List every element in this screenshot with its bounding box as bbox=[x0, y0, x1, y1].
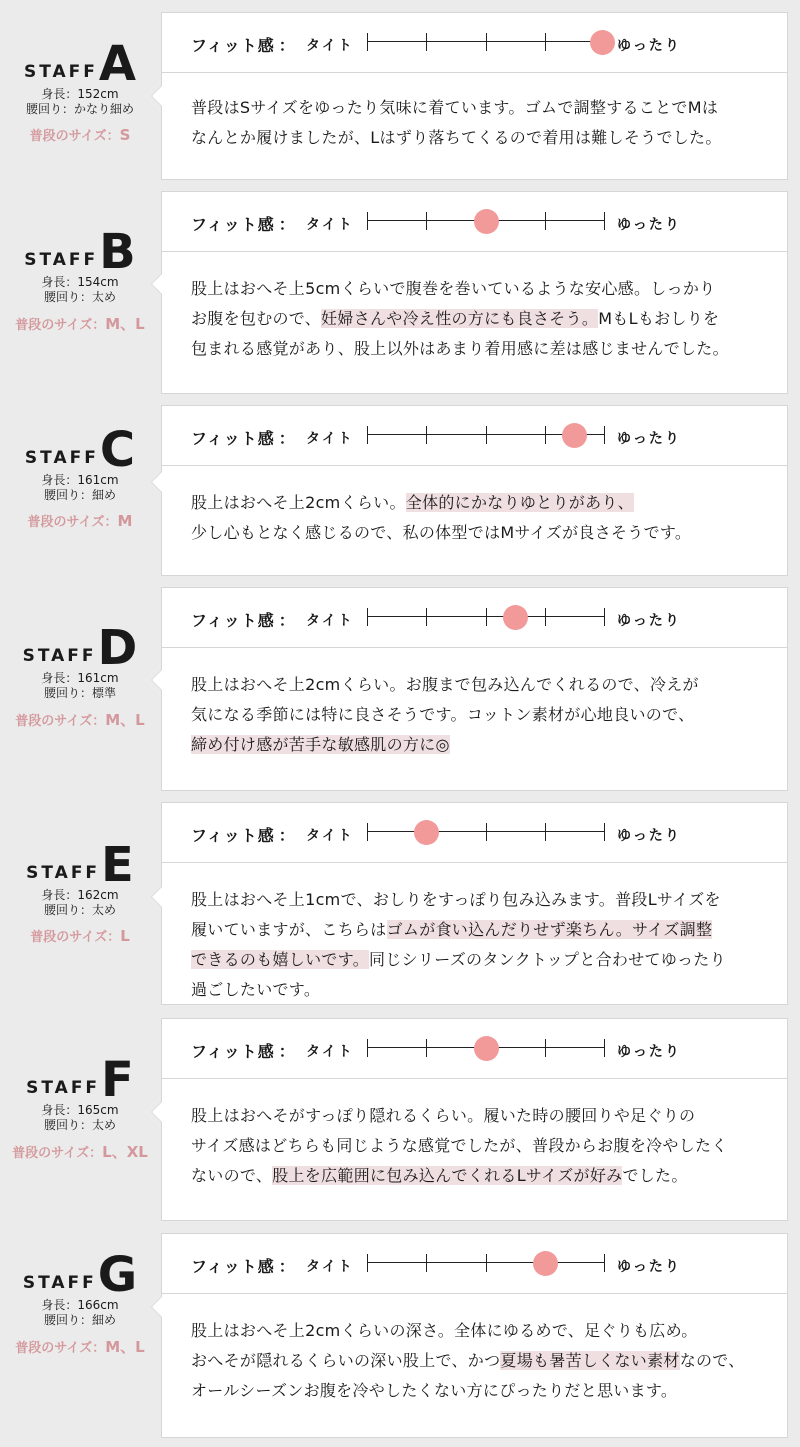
staff-letter: G bbox=[97, 1247, 138, 1303]
tight-label: タイト bbox=[306, 431, 354, 447]
review-card bbox=[161, 1018, 788, 1221]
highlighted-text: できるのも嬉しいです。 bbox=[191, 950, 370, 969]
scale-tick bbox=[367, 608, 368, 626]
fit-scale-row bbox=[162, 192, 787, 252]
comment-text: なので、 bbox=[679, 1351, 745, 1370]
fit-label-colon: ： bbox=[278, 611, 296, 630]
staff-body-info bbox=[0, 1103, 160, 1133]
fit-scale bbox=[367, 210, 605, 232]
scale-tick bbox=[367, 823, 368, 841]
comment-text: 同じシリーズのタンクトップと合わせてゆったり bbox=[369, 950, 726, 969]
staff-word: STAFF bbox=[22, 646, 97, 666]
scale-tick bbox=[426, 1039, 427, 1057]
scale-tick bbox=[545, 823, 546, 841]
scale-tick bbox=[486, 823, 487, 841]
fit-label bbox=[191, 608, 296, 631]
scale-tick bbox=[545, 1039, 546, 1057]
staff-letter: F bbox=[101, 1052, 134, 1108]
scale-tick bbox=[604, 608, 605, 626]
tight-label: タイト bbox=[306, 613, 354, 629]
fit-label-colon: ： bbox=[278, 826, 296, 845]
scale-tick bbox=[367, 1254, 368, 1272]
review-card bbox=[161, 1233, 788, 1438]
fit-scale bbox=[367, 821, 605, 843]
comment-text: 股上はおへそがすっぽり隠れるくらい。履いた時の腰回りや足ぐりの bbox=[191, 1106, 696, 1125]
fit-scale-row bbox=[162, 588, 787, 648]
fit-label-text: フィット感 bbox=[191, 1257, 275, 1276]
usual-size-value: L bbox=[120, 927, 130, 945]
review-card bbox=[161, 587, 788, 791]
usual-size bbox=[0, 709, 160, 730]
staff-waist: 腰回り：かなり細め bbox=[25, 102, 134, 116]
loose-label: ゆったり bbox=[617, 1044, 681, 1060]
comment-text: MもLもおしりを bbox=[598, 309, 720, 328]
staff-heading bbox=[0, 837, 160, 893]
review-comment bbox=[162, 1079, 787, 1191]
tight-label: タイト bbox=[306, 1044, 354, 1060]
usual-size-value: L、XL bbox=[102, 1143, 148, 1161]
comment-text: でした。 bbox=[622, 1166, 688, 1185]
usual-size-value: S bbox=[119, 126, 131, 144]
fit-marker bbox=[533, 1251, 558, 1276]
staff-waist: 腰回り：細め bbox=[43, 1313, 116, 1327]
staff-profile-b bbox=[0, 224, 160, 334]
loose-label: ゆったり bbox=[617, 38, 681, 54]
scale-tick bbox=[426, 608, 427, 626]
fit-label-colon: ： bbox=[278, 429, 296, 448]
comment-text: ないので、 bbox=[191, 1166, 273, 1185]
scale-tick bbox=[604, 1254, 605, 1272]
fit-scale bbox=[367, 606, 605, 628]
staff-waist: 腰回り：太め bbox=[43, 290, 116, 304]
staff-heading bbox=[0, 422, 160, 478]
scale-tick bbox=[426, 1254, 427, 1272]
staff-waist: 腰回り：太め bbox=[43, 1118, 116, 1132]
highlighted-text: 締め付け感が苦手な敏感肌の方に◎ bbox=[191, 735, 450, 754]
staff-profile-e bbox=[0, 837, 160, 945]
comment-text: 過ごしたいです。 bbox=[191, 980, 321, 999]
staff-letter: D bbox=[97, 620, 138, 676]
tight-label: タイト bbox=[306, 38, 354, 54]
comment-text: 包まれる感覚があり、股上以外はあまり着用感に差は感じませんでした。 bbox=[191, 339, 729, 358]
fit-scale-row bbox=[162, 803, 787, 863]
fit-scale-row bbox=[162, 13, 787, 73]
fit-label-colon: ： bbox=[278, 1257, 296, 1276]
loose-label: ゆったり bbox=[617, 1259, 681, 1275]
staff-word: STAFF bbox=[26, 1078, 101, 1098]
scale-tick bbox=[604, 823, 605, 841]
scale-tick bbox=[486, 33, 487, 51]
comment-text: 股上はおへそ上2cmくらいの深さ。全体にゆるめで、足ぐりも広め。 bbox=[191, 1321, 698, 1340]
staff-height: 身長：154cm bbox=[41, 275, 119, 289]
staff-height: 身長：165cm bbox=[41, 1103, 119, 1117]
fit-label bbox=[191, 1039, 296, 1062]
scale-tick bbox=[604, 212, 605, 230]
tight-label: タイト bbox=[306, 1259, 354, 1275]
staff-height: 身長：162cm bbox=[41, 888, 119, 902]
staff-body-info bbox=[0, 888, 160, 918]
fit-scale-row bbox=[162, 1019, 787, 1079]
fit-marker bbox=[414, 820, 439, 845]
staff-height: 身長：161cm bbox=[41, 473, 119, 487]
comment-text: なんとか履けましたが、Lはずり落ちてくるので着用は難しそうでした。 bbox=[191, 128, 722, 147]
staff-waist: 腰回り：細め bbox=[43, 488, 116, 502]
staff-body-info bbox=[0, 275, 160, 305]
fit-scale bbox=[367, 1252, 605, 1274]
highlighted-text: 股上を広範囲に包み込んでくれるLサイズが好み bbox=[272, 1166, 623, 1185]
fit-marker bbox=[474, 209, 499, 234]
scale-tick bbox=[486, 1254, 487, 1272]
fit-scale bbox=[367, 1037, 605, 1059]
highlighted-text: 妊婦さんや冷え性の方にも良さそう。 bbox=[321, 309, 599, 328]
staff-waist: 腰回り：太め bbox=[43, 903, 116, 917]
usual-size-label: 普段のサイズ： bbox=[15, 1341, 106, 1356]
fit-marker bbox=[562, 423, 587, 448]
staff-heading bbox=[0, 1052, 160, 1108]
staff-profile-d bbox=[0, 620, 160, 730]
staff-profile-a bbox=[0, 36, 160, 144]
review-comment bbox=[162, 73, 787, 153]
scale-tick bbox=[367, 1039, 368, 1057]
fit-marker bbox=[503, 605, 528, 630]
review-comment bbox=[162, 1294, 787, 1406]
staff-word: STAFF bbox=[24, 448, 99, 468]
staff-heading bbox=[0, 620, 160, 676]
staff-word: STAFF bbox=[22, 1273, 97, 1293]
usual-size bbox=[0, 1336, 160, 1357]
staff-body-info bbox=[0, 87, 160, 117]
fit-label-text: フィット感 bbox=[191, 215, 275, 234]
fit-scale bbox=[367, 31, 605, 53]
comment-text: 気になる季節には特に良さそうです。コットン素材が心地良いので、 bbox=[191, 705, 695, 724]
staff-heading bbox=[0, 224, 160, 280]
staff-letter: E bbox=[101, 837, 134, 893]
fit-label-text: フィット感 bbox=[191, 826, 275, 845]
fit-label-colon: ： bbox=[278, 215, 296, 234]
staff-height: 身長：161cm bbox=[41, 671, 119, 685]
scale-tick bbox=[545, 212, 546, 230]
staff-height: 身長：166cm bbox=[41, 1298, 119, 1312]
review-comment bbox=[162, 466, 787, 548]
highlighted-text: ゴムが食い込んだりせず楽ちん。サイズ調整 bbox=[386, 920, 713, 939]
usual-size-value: M bbox=[117, 512, 133, 530]
comment-text: 普段はSサイズをゆったり気味に着ています。ゴムで調整することでMは bbox=[191, 98, 719, 117]
usual-size-label: 普段のサイズ： bbox=[12, 1146, 103, 1161]
usual-size-label: 普段のサイズ： bbox=[15, 714, 106, 729]
loose-label: ゆったり bbox=[617, 828, 681, 844]
usual-size-value: M、L bbox=[105, 1338, 145, 1356]
tight-label: タイト bbox=[306, 217, 354, 233]
review-card bbox=[161, 405, 788, 576]
scale-tick bbox=[545, 33, 546, 51]
fit-label-text: フィット感 bbox=[191, 611, 275, 630]
comment-text: 股上はおへそ上2cmくらい。お腹まで包み込んでくれるので、冷えが bbox=[191, 675, 699, 694]
fit-label bbox=[191, 426, 296, 449]
scale-tick bbox=[486, 426, 487, 444]
review-card bbox=[161, 802, 788, 1005]
fit-scale-row bbox=[162, 1234, 787, 1294]
staff-profile-c bbox=[0, 422, 160, 530]
comment-text: サイズ感はどちらも同じような感覚でしたが、普段からお腹を冷やしたく bbox=[191, 1136, 728, 1155]
fit-label bbox=[191, 212, 296, 235]
review-comment bbox=[162, 648, 787, 760]
staff-letter: C bbox=[99, 422, 136, 478]
staff-profile-f bbox=[0, 1052, 160, 1162]
usual-size bbox=[0, 313, 160, 334]
scale-tick bbox=[545, 608, 546, 626]
staff-word: STAFF bbox=[23, 62, 98, 82]
fit-marker bbox=[474, 1036, 499, 1061]
comment-text: 少し心もとなく感じるので、私の体型ではMサイズが良さそうです。 bbox=[191, 523, 692, 542]
scale-tick bbox=[426, 212, 427, 230]
usual-size bbox=[0, 1141, 160, 1162]
fit-marker bbox=[590, 30, 615, 55]
loose-label: ゆったり bbox=[617, 613, 681, 629]
usual-size-label: 普段のサイズ： bbox=[15, 318, 106, 333]
scale-tick bbox=[604, 426, 605, 444]
review-card bbox=[161, 191, 788, 394]
comment-text: 股上はおへそ上5cmくらいで腹巻を巻いているような安心感。しっかり bbox=[191, 279, 716, 298]
scale-tick bbox=[545, 426, 546, 444]
scale-tick bbox=[604, 1039, 605, 1057]
review-card bbox=[161, 12, 788, 180]
usual-size-label: 普段のサイズ： bbox=[30, 930, 121, 945]
loose-label: ゆったり bbox=[617, 431, 681, 447]
comment-text: 股上はおへそ上2cmくらい。 bbox=[191, 493, 406, 512]
staff-body-info bbox=[0, 473, 160, 503]
fit-scale bbox=[367, 424, 605, 446]
usual-size bbox=[0, 125, 160, 144]
review-comment bbox=[162, 252, 787, 364]
comment-text: おへそが隠れるくらいの深い股上で、かつ bbox=[191, 1351, 501, 1370]
comment-text: 股上はおへそ上1cmで、おしりをすっぽり包み込みます。普段Lサイズを bbox=[191, 890, 721, 909]
fit-scale-row bbox=[162, 406, 787, 466]
staff-waist: 腰回り：標準 bbox=[43, 686, 116, 700]
scale-tick bbox=[367, 426, 368, 444]
fit-label-text: フィット感 bbox=[191, 36, 275, 55]
scale-tick bbox=[367, 33, 368, 51]
scale-tick bbox=[426, 33, 427, 51]
fit-label-colon: ： bbox=[278, 36, 296, 55]
fit-label-colon: ： bbox=[278, 1042, 296, 1061]
usual-size-value: M、L bbox=[105, 315, 145, 333]
fit-label bbox=[191, 33, 296, 56]
scale-tick bbox=[426, 426, 427, 444]
usual-size-value: M、L bbox=[105, 711, 145, 729]
staff-heading bbox=[0, 1247, 160, 1303]
staff-word: STAFF bbox=[26, 863, 101, 883]
staff-heading bbox=[0, 36, 160, 92]
fit-label-text: フィット感 bbox=[191, 1042, 275, 1061]
comment-text: 履いていますが、こちらは bbox=[191, 920, 387, 939]
scale-tick bbox=[486, 608, 487, 626]
staff-letter: B bbox=[99, 224, 136, 280]
usual-size-label: 普段のサイズ： bbox=[29, 129, 120, 144]
fit-label-text: フィット感 bbox=[191, 429, 275, 448]
staff-height: 身長：152cm bbox=[41, 87, 119, 101]
loose-label: ゆったり bbox=[617, 217, 681, 233]
review-comment bbox=[162, 863, 787, 1005]
comment-text: お腹を包むので、 bbox=[191, 309, 322, 328]
usual-size-label: 普段のサイズ： bbox=[27, 515, 118, 530]
usual-size bbox=[0, 926, 160, 945]
usual-size bbox=[0, 511, 160, 530]
fit-label bbox=[191, 823, 296, 846]
staff-letter: A bbox=[98, 36, 137, 92]
highlighted-text: 夏場も暑苦しくない素材 bbox=[500, 1351, 680, 1370]
staff-word: STAFF bbox=[24, 250, 99, 270]
staff-profile-g bbox=[0, 1247, 160, 1357]
highlighted-text: 全体的にかなりゆとりがあり、 bbox=[405, 493, 634, 512]
tight-label: タイト bbox=[306, 828, 354, 844]
comment-text: オールシーズンお腹を冷やしたくない方にぴったりだと思います。 bbox=[191, 1381, 678, 1400]
scale-tick bbox=[367, 212, 368, 230]
fit-label bbox=[191, 1254, 296, 1277]
